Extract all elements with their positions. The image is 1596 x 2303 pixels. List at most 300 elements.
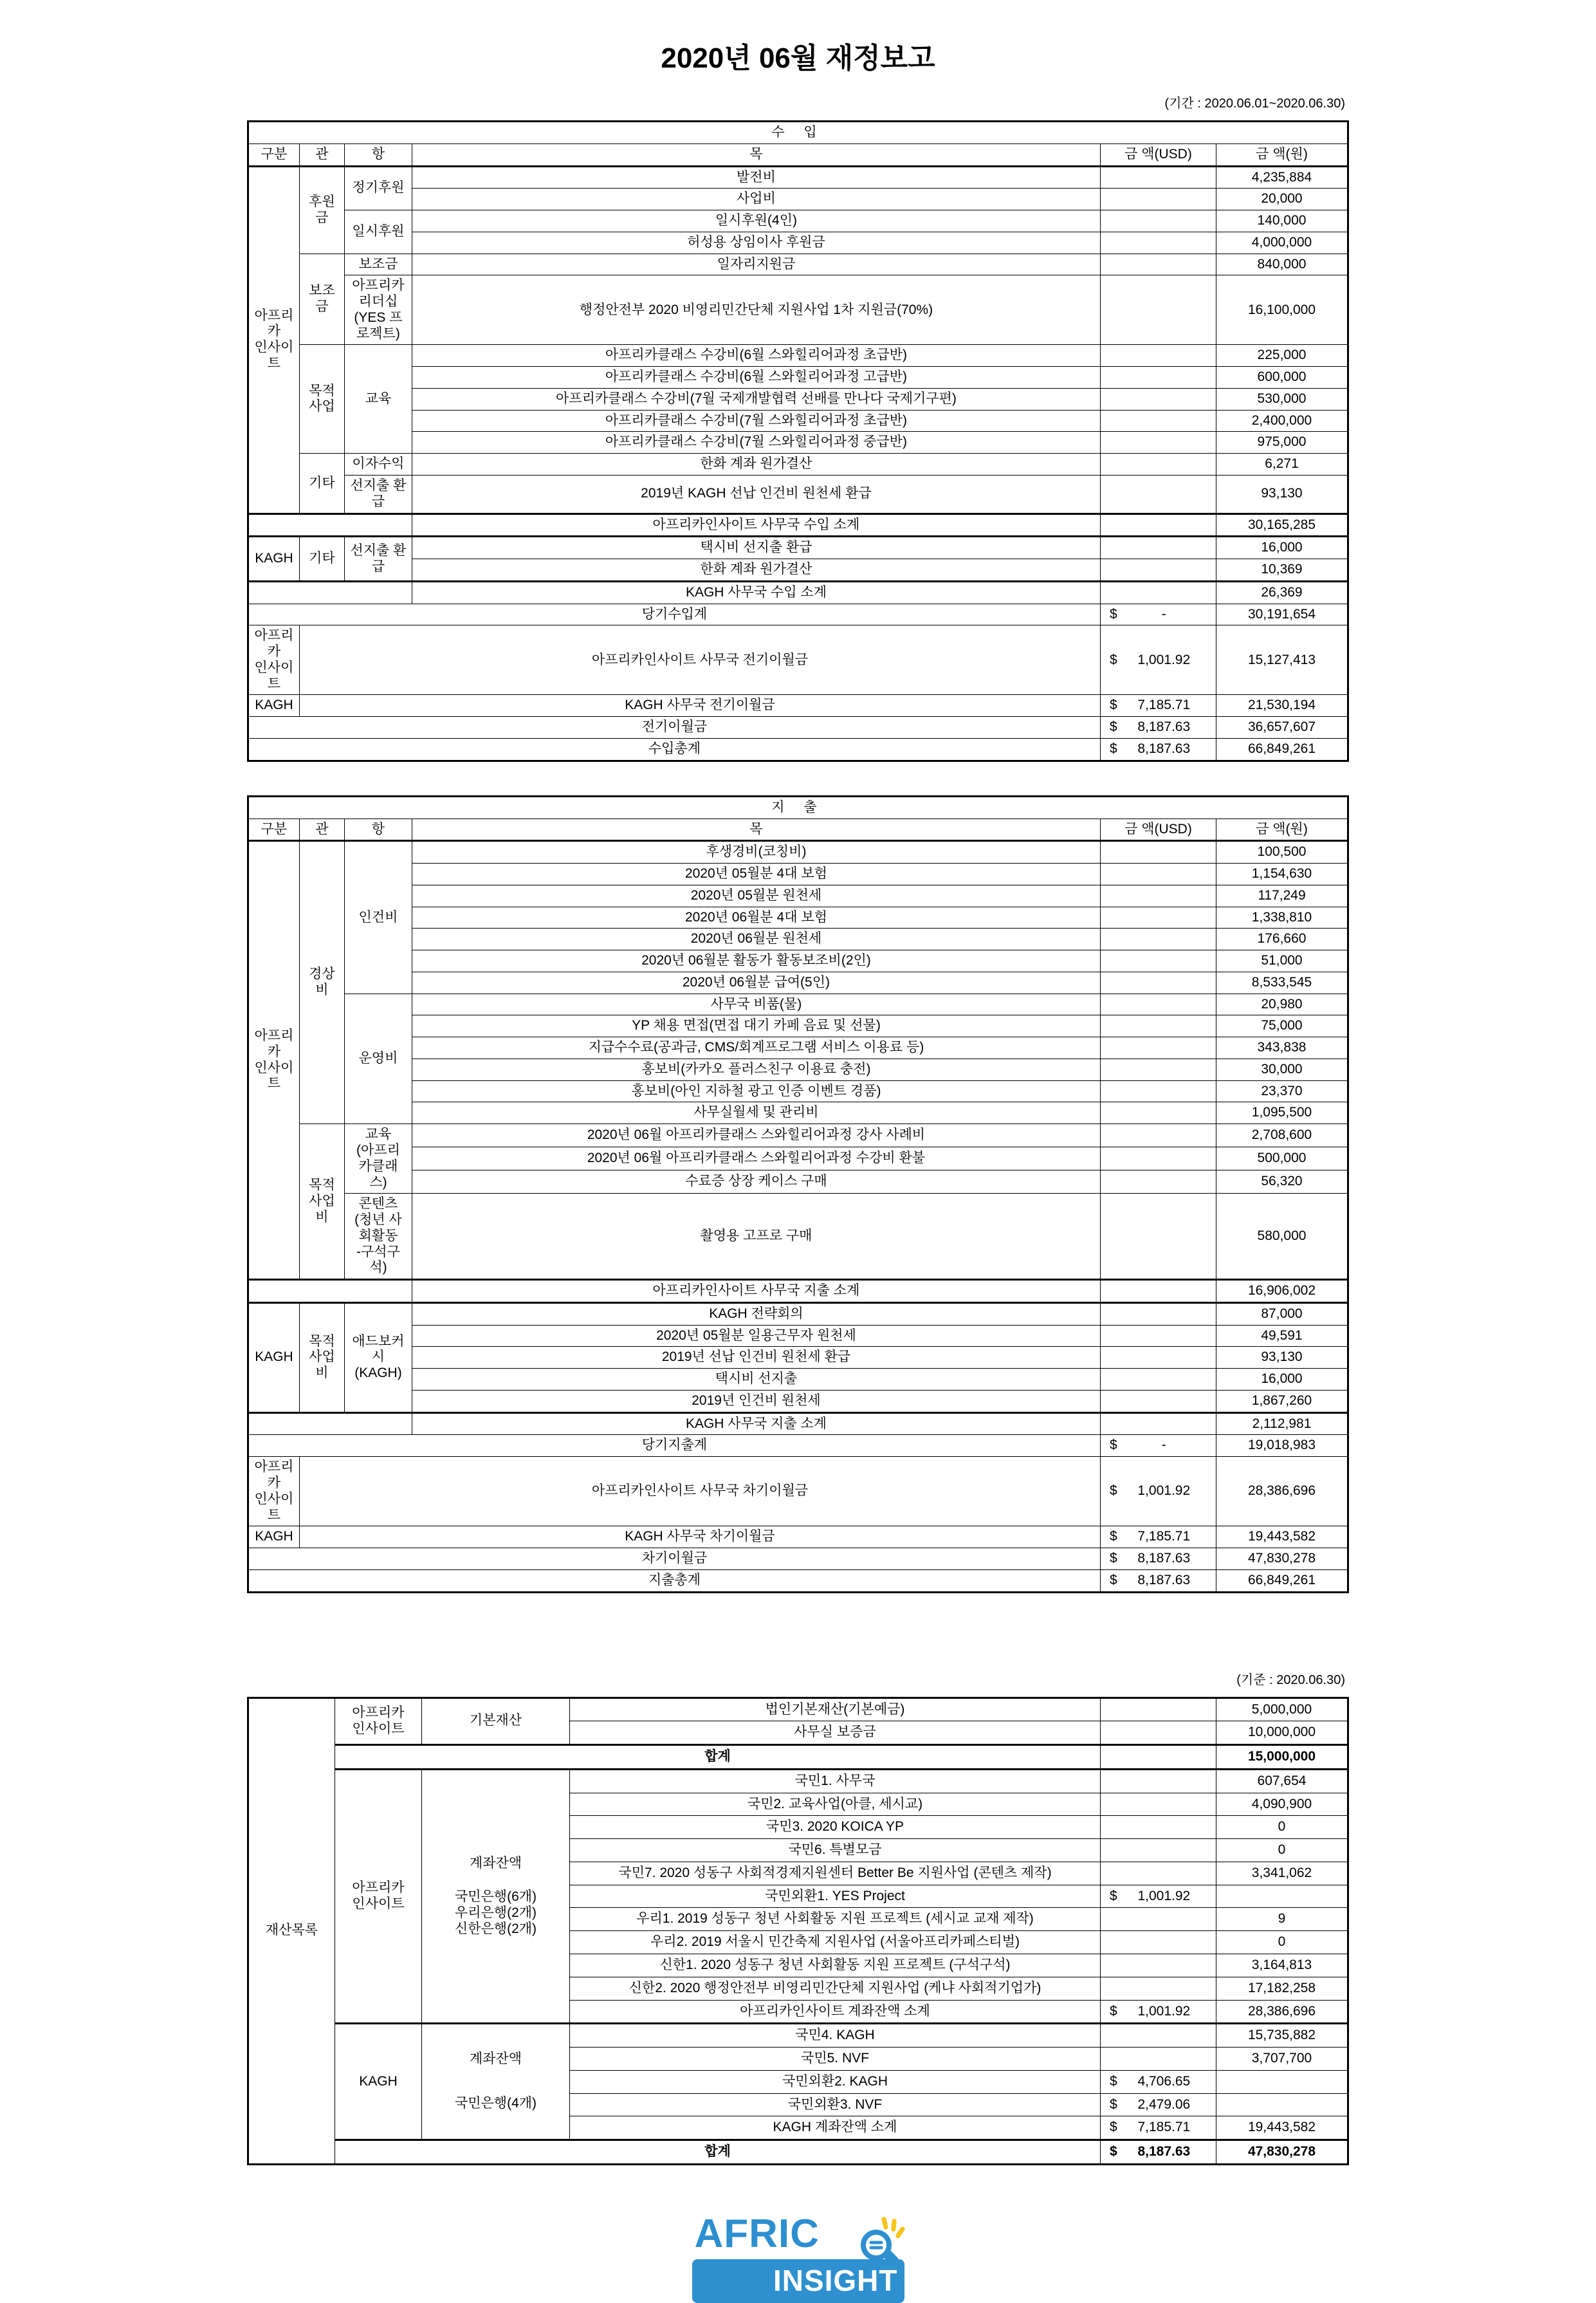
cell-krw: 87,000 xyxy=(1216,1302,1348,1325)
table-row xyxy=(248,275,1348,345)
asset-subtotal-label: 아프리카인사이트 계좌잔액 소계 xyxy=(570,2000,1101,2024)
asset-item: 법인기본재산(기본예금) xyxy=(570,1697,1101,1721)
current-total-krw: 30,191,654 xyxy=(1216,604,1348,625)
usd-amount-cell xyxy=(1100,950,1216,972)
carryover-krw: 19,443,582 xyxy=(1216,1526,1348,1548)
lightbulb-magnifier-icon xyxy=(849,2215,908,2270)
cell-mok: 2020년 06월 아프리카클래스 스와힐리어과정 수강비 환불 xyxy=(412,1147,1100,1170)
asset-basic-total-label: 합계 xyxy=(335,1745,1101,1770)
usd-amount-cell xyxy=(1100,972,1216,994)
asset-item: 신한2. 2020 행정안전부 비영리민간단체 지원사업 (케냐 사회적기업가) xyxy=(570,1977,1101,2000)
usd-amount-cell xyxy=(1101,2048,1216,2071)
cell-mok: 일시후원(4인) xyxy=(412,210,1100,232)
cell-krw: 23,370 xyxy=(1216,1080,1348,1102)
cell-hang: 교육 (아프리카클래스) xyxy=(344,1124,412,1194)
table-row xyxy=(248,1170,1348,1194)
table-row xyxy=(248,232,1348,254)
cell-krw: 1,338,810 xyxy=(1216,907,1348,929)
cell-krw: 4,235,884 xyxy=(1216,166,1348,189)
current-total-label: 당기수입계 xyxy=(248,604,1100,625)
asset-category-label: 계좌잔액 국민은행(6개) 우리은행(2개) 신한은행(2개) xyxy=(422,1769,570,2023)
cell-krw: 16,000 xyxy=(1216,537,1348,559)
usd-amount-cell xyxy=(1100,367,1216,389)
cell-mok: 사업비 xyxy=(412,189,1100,210)
asset-krw: 0 xyxy=(1216,1931,1348,1954)
cell-hang: 교육 xyxy=(344,345,412,454)
asset-krw: 3,341,062 xyxy=(1216,1862,1348,1885)
cell-mok: YP 채용 면접(면접 대기 카페 음료 및 선물) xyxy=(412,1015,1100,1037)
usd-amount-cell xyxy=(1100,166,1216,189)
table-row xyxy=(248,345,1348,367)
cell-krw: 4,000,000 xyxy=(1216,232,1348,254)
table-row xyxy=(248,1347,1348,1369)
cell-gwan: 후원금 xyxy=(299,166,344,254)
asset-krw: 0 xyxy=(1216,1816,1348,1839)
usd-amount-cell xyxy=(1100,210,1216,232)
usd-amount-cell xyxy=(1100,929,1216,950)
cell-hang: 아프리카 리더십 (YES 프로젝트) xyxy=(344,275,412,345)
carryover-row xyxy=(248,695,1348,717)
asset-item: 우리1. 2019 성동구 청년 사회활동 지원 프로젝트 (세시교 교재 제작) xyxy=(570,1908,1101,1931)
asset-item: 국민1. 사무국 xyxy=(570,1769,1101,1793)
usd-amount-cell xyxy=(1101,1977,1216,2000)
usd-amount-cell xyxy=(1100,1170,1216,1194)
carryover-row xyxy=(248,625,1348,695)
table-row xyxy=(248,907,1348,929)
table-row xyxy=(248,1015,1348,1037)
usd-amount-cell: $ - xyxy=(1100,1435,1216,1457)
table-row xyxy=(248,885,1348,907)
section-band xyxy=(248,796,1348,819)
asset-krw: 0 xyxy=(1216,1839,1348,1862)
cell-hang: 이자수익 xyxy=(344,454,412,476)
asset-grand-total-row xyxy=(248,2140,1348,2165)
cell-mok: 수료증 상장 케이스 구매 xyxy=(412,1170,1100,1194)
asset-section-label: 재산목록 xyxy=(248,1697,335,2164)
subtotal-spacer xyxy=(248,1280,412,1303)
carryover-total-label: 전기이월금 xyxy=(248,717,1100,739)
usd-amount-cell xyxy=(1100,1194,1216,1280)
table-row xyxy=(248,1194,1348,1280)
cell-gwan: 목적사업비 xyxy=(299,1302,344,1412)
usd-amount-cell xyxy=(1101,1862,1216,1885)
asset-subtotal-label: KAGH 계좌잔액 소계 xyxy=(570,2116,1101,2140)
cell-krw: 2,708,600 xyxy=(1216,1124,1348,1147)
usd-amount-cell xyxy=(1100,1347,1216,1369)
cell-krw: 1,154,630 xyxy=(1216,864,1348,885)
col-header-mok: 목 xyxy=(412,143,1100,166)
usd-amount-cell: $ 8,187.63 xyxy=(1100,738,1216,761)
cell-krw: 840,000 xyxy=(1216,254,1348,275)
usd-amount-cell xyxy=(1100,345,1216,367)
cell-mok: 아프리카클래스 수강비(7월 국제개발협력 선배를 만나다 국제기구편) xyxy=(412,388,1100,410)
carryover-krw: 21,530,194 xyxy=(1216,695,1348,717)
carryover-krw: 28,386,696 xyxy=(1216,1457,1348,1526)
usd-amount-cell xyxy=(1100,1059,1216,1080)
col-header-usd: 금 액(USD) xyxy=(1100,819,1216,841)
cell-mok: 아프리카클래스 수강비(7월 스와힐리어과정 중급반) xyxy=(412,432,1100,454)
cell-gubun: 아프리카 인사이트 xyxy=(248,841,299,1280)
cell-krw: 20,000 xyxy=(1216,189,1348,210)
usd-amount-cell xyxy=(1100,275,1216,345)
cell-hang: 운영비 xyxy=(344,994,412,1124)
usd-amount-cell xyxy=(1100,1390,1216,1412)
asset-table xyxy=(247,1697,1349,2165)
asof-note: (기준 : 2020.06.30) xyxy=(1236,1672,1345,1687)
usd-amount-cell xyxy=(1100,388,1216,410)
usd-amount-cell: $ 8,187.63 xyxy=(1101,2140,1216,2165)
cell-mok: 발전비 xyxy=(412,166,1100,189)
usd-amount-cell xyxy=(1100,476,1216,514)
cell-gwan: 경상비 xyxy=(299,841,344,1124)
grand-total-label: 수입총계 xyxy=(248,738,1100,761)
usd-amount-cell xyxy=(1101,1793,1216,1816)
asset-item: 국민외환2. KAGH xyxy=(570,2070,1101,2093)
carryover-row xyxy=(248,1526,1348,1548)
usd-amount-cell xyxy=(1100,1124,1216,1147)
asset-item: 국민외환1. YES Project xyxy=(570,1885,1101,1908)
current-total-row xyxy=(248,1435,1348,1457)
usd-amount-cell xyxy=(1100,907,1216,929)
cell-gubun: 아프리카 인사이트 xyxy=(248,625,299,695)
asset-krw: 10,000,000 xyxy=(1216,1721,1348,1745)
cell-mok: 아프리카클래스 수강비(7월 스와힐리어과정 초급반) xyxy=(412,410,1100,432)
carryover-total-row xyxy=(248,717,1348,739)
cell-krw: 51,000 xyxy=(1216,950,1348,972)
cell-hang: 선지출 환급 xyxy=(344,476,412,514)
table-row xyxy=(248,950,1348,972)
usd-amount-cell xyxy=(1100,432,1216,454)
asset-item: 국민5. NVF xyxy=(570,2048,1101,2071)
cell-mok: 후생경비(코칭비) xyxy=(412,841,1100,864)
table-row xyxy=(248,1102,1348,1124)
asset-item: 국민3. 2020 KOICA YP xyxy=(570,1816,1101,1839)
cell-mok: 행정안전부 2020 비영리민간단체 지원사업 1차 지원금(70%) xyxy=(412,275,1100,345)
expense-table xyxy=(247,795,1349,1593)
table-row xyxy=(248,476,1348,514)
table-row xyxy=(248,432,1348,454)
asset-krw: 15,735,882 xyxy=(1216,2024,1348,2048)
cell-hang: 일시후원 xyxy=(344,210,412,254)
usd-amount-cell xyxy=(1100,1302,1216,1325)
cell-krw: 75,000 xyxy=(1216,1015,1348,1037)
asset-item: 국민외환3. NVF xyxy=(570,2093,1101,2116)
cell-mok: 촬영용 고프로 구매 xyxy=(412,1194,1100,1280)
subtotal-row xyxy=(248,581,1348,604)
usd-amount-cell xyxy=(1101,1816,1216,1839)
cell-krw: 2,400,000 xyxy=(1216,410,1348,432)
cell-mok: 2020년 06월분 원천세 xyxy=(412,929,1100,950)
cell-krw: 30,000 xyxy=(1216,1059,1348,1080)
usd-amount-cell xyxy=(1101,1908,1216,1931)
cell-mok: 아프리카클래스 수강비(6월 스와힐리어과정 고급반) xyxy=(412,367,1100,389)
cell-gwan: 목적사업비 xyxy=(299,1124,344,1280)
cell-krw: 140,000 xyxy=(1216,210,1348,232)
table-row xyxy=(248,1124,1348,1147)
usd-amount-cell: $ 1,001.92 xyxy=(1100,625,1216,695)
cell-gwan: 보조금 xyxy=(299,254,344,345)
cell-gwan: 목적사업 xyxy=(299,345,344,454)
carryover-label: 아프리카인사이트 사무국 전기이월금 xyxy=(299,625,1100,695)
usd-amount-cell xyxy=(1100,841,1216,864)
usd-amount-cell xyxy=(1100,1369,1216,1391)
cell-gubun: KAGH xyxy=(248,537,299,582)
cell-mok: 사무실월세 및 관리비 xyxy=(412,1102,1100,1124)
cell-mok: 아프리카클래스 수강비(6월 스와힐리어과정 초급반) xyxy=(412,345,1100,367)
subtotal-krw: 30,165,285 xyxy=(1216,513,1348,537)
cell-mok: 2020년 06월 아프리카클래스 스와힐리어과정 강사 사례비 xyxy=(412,1124,1100,1147)
asset-item: 국민4. KAGH xyxy=(570,2024,1101,2048)
cell-krw: 1,867,260 xyxy=(1216,1390,1348,1412)
cell-krw: 8,533,545 xyxy=(1216,972,1348,994)
grand-total-row xyxy=(248,1569,1348,1592)
cell-krw: 49,591 xyxy=(1216,1325,1348,1347)
usd-amount-cell: $ 4,706.65 xyxy=(1101,2070,1216,2093)
asset-krw: 607,654 xyxy=(1216,1769,1348,1793)
subtotal-label: 아프리카인사이트 사무국 지출 소계 xyxy=(412,1280,1100,1303)
subtotal-usd xyxy=(1100,513,1216,537)
asset-org-label: KAGH xyxy=(335,2024,422,2140)
carryover-total-krw: 47,830,278 xyxy=(1216,1548,1348,1570)
usd-amount-cell: $ 7,185.71 xyxy=(1100,1526,1216,1548)
section-band-label: 수 입 xyxy=(248,122,1348,144)
cell-gubun: 아프리카 인사이트 xyxy=(248,166,299,513)
cell-krw: 6,271 xyxy=(1216,454,1348,476)
table-row xyxy=(248,841,1348,864)
table-row xyxy=(248,1697,1348,1721)
usd-amount-cell: $ 1,001.92 xyxy=(1101,1885,1216,1908)
usd-amount-cell xyxy=(1101,1954,1216,1977)
cell-hang: 정기후원 xyxy=(344,166,412,210)
table-row xyxy=(248,864,1348,885)
table-row xyxy=(248,410,1348,432)
subtotal-spacer xyxy=(248,581,412,604)
carryover-label: KAGH 사무국 전기이월금 xyxy=(299,695,1100,717)
subtotal-spacer xyxy=(248,513,412,537)
subtotal-label: 아프리카인사이트 사무국 수입 소계 xyxy=(412,513,1100,537)
current-total-row xyxy=(248,604,1348,625)
subtotal-krw: 26,369 xyxy=(1216,581,1348,604)
carryover-label: 아프리카인사이트 사무국 차기이월금 xyxy=(299,1457,1100,1526)
cell-hang: 콘텐츠 (청년 사회활동 -구석구석) xyxy=(344,1194,412,1280)
asset-krw: 3,164,813 xyxy=(1216,1954,1348,1977)
usd-amount-cell xyxy=(1101,2024,1216,2048)
cell-krw: 100,500 xyxy=(1216,841,1348,864)
grand-total-krw: 66,849,261 xyxy=(1216,1569,1348,1592)
usd-amount-cell xyxy=(1100,1037,1216,1059)
usd-amount-cell xyxy=(1100,232,1216,254)
col-header-mok: 목 xyxy=(412,819,1100,841)
cell-hang: 애드보커시 (KAGH) xyxy=(344,1302,412,1412)
subtotal-krw: 2,112,981 xyxy=(1216,1412,1348,1435)
col-header-gubun: 구분 xyxy=(248,143,299,166)
asset-item: 우리2. 2019 서울시 민간축제 지원사업 (서울아프리카페스티벌) xyxy=(570,1931,1101,1954)
asset-subtotal-krw: 28,386,696 xyxy=(1216,2000,1348,2024)
cell-krw: 975,000 xyxy=(1216,432,1348,454)
usd-amount-cell: $ - xyxy=(1100,604,1216,625)
usd-amount-cell xyxy=(1100,864,1216,885)
subtotal-row xyxy=(248,1412,1348,1435)
table-header-row xyxy=(248,143,1348,166)
cell-krw: 176,660 xyxy=(1216,929,1348,950)
cell-krw: 93,130 xyxy=(1216,476,1348,514)
table-row xyxy=(248,1080,1348,1102)
table-row xyxy=(248,559,1348,582)
usd-amount-cell xyxy=(1100,1015,1216,1037)
cell-mok: 택시비 선지출 xyxy=(412,1369,1100,1391)
asset-basic-total-row xyxy=(248,1745,1348,1770)
subtotal-row xyxy=(248,513,1348,537)
subtotal-label: KAGH 사무국 수입 소계 xyxy=(412,581,1100,604)
logo-wordmark-top: AFRIC xyxy=(694,2211,820,2256)
cell-mok: KAGH 전략회의 xyxy=(412,1302,1100,1325)
asset-item: 신한1. 2020 성동구 청년 사회활동 지원 프로젝트 (구석구석) xyxy=(570,1954,1101,1977)
cell-mok: 지급수수료(공과금, CMS/회계프로그램 서비스 이용료 등) xyxy=(412,1037,1100,1059)
asset-org-label: 아프리카 인사이트 xyxy=(335,1769,422,2023)
cell-krw: 93,130 xyxy=(1216,1347,1348,1369)
usd-amount-cell xyxy=(1101,1697,1216,1721)
cell-mok: 허성용 상임이사 후원금 xyxy=(412,232,1100,254)
cell-mok: 한화 계좌 원가결산 xyxy=(412,454,1100,476)
table-row xyxy=(248,1037,1348,1059)
carryover-total-krw: 36,657,607 xyxy=(1216,717,1348,739)
cell-mok: 택시비 선지출 환급 xyxy=(412,537,1100,559)
subtotal-usd xyxy=(1100,581,1216,604)
table-header-row xyxy=(248,819,1348,841)
period-note: (기간 : 2020.06.01~2020.06.30) xyxy=(1164,97,1345,111)
table-row xyxy=(248,2024,1348,2048)
cell-hang: 인건비 xyxy=(344,841,412,994)
cell-mok: 2020년 06월분 활동가 활동보조비(2인) xyxy=(412,950,1100,972)
cell-krw: 530,000 xyxy=(1216,388,1348,410)
section-band-label: 지 출 xyxy=(248,796,1348,819)
table-row xyxy=(248,972,1348,994)
col-header-krw: 금 액(원) xyxy=(1216,819,1348,841)
cell-krw: 16,100,000 xyxy=(1216,275,1348,345)
usd-amount-cell: $ 8,187.63 xyxy=(1100,1569,1216,1592)
table-row xyxy=(248,537,1348,559)
cell-krw: 117,249 xyxy=(1216,885,1348,907)
cell-mok: 사무국 비품(물) xyxy=(412,994,1100,1015)
cell-hang: 보조금 xyxy=(344,254,412,275)
subtotal-label: KAGH 사무국 지출 소계 xyxy=(412,1412,1100,1435)
cell-gubun: KAGH xyxy=(248,1302,299,1412)
cell-mok: 홍보비(카카오 플러스친구 이용료 충전) xyxy=(412,1059,1100,1080)
carryover-total-row xyxy=(248,1548,1348,1570)
cell-krw: 10,369 xyxy=(1216,559,1348,582)
asset-org-label: 아프리카 인사이트 xyxy=(335,1697,422,1745)
table-row xyxy=(248,254,1348,275)
asset-item: 국민6. 특별모금 xyxy=(570,1839,1101,1862)
cell-mok: 2019년 KAGH 선납 인건비 원천세 환급 xyxy=(412,476,1100,514)
grand-total-krw: 66,849,261 xyxy=(1216,738,1348,761)
usd-amount-cell: $ 1,001.92 xyxy=(1100,1457,1216,1526)
carryover-label: KAGH 사무국 차기이월금 xyxy=(299,1526,1100,1548)
cell-mok: 2020년 05월분 일용근무자 원천세 xyxy=(412,1325,1100,1347)
usd-amount-cell: $ 7,185.71 xyxy=(1101,2116,1216,2140)
asset-krw: 9 xyxy=(1216,1908,1348,1931)
asset-basic-total-usd xyxy=(1101,1745,1216,1770)
grand-total-label: 지출총계 xyxy=(248,1569,1100,1592)
usd-amount-cell xyxy=(1100,885,1216,907)
usd-amount-cell: $ 8,187.63 xyxy=(1100,1548,1216,1570)
cell-krw: 1,095,500 xyxy=(1216,1102,1348,1124)
asset-krw xyxy=(1216,1885,1348,1908)
cell-krw: 20,980 xyxy=(1216,994,1348,1015)
footer-logo xyxy=(0,2211,1596,2303)
col-header-gwan: 관 xyxy=(299,819,344,841)
table-row xyxy=(248,1325,1348,1347)
usd-amount-cell: $ 7,185.71 xyxy=(1100,695,1216,717)
subtotal-krw: 16,906,002 xyxy=(1216,1280,1348,1303)
table-row xyxy=(248,189,1348,210)
subtotal-usd xyxy=(1100,1412,1216,1435)
cell-krw: 343,838 xyxy=(1216,1037,1348,1059)
asset-grand-total-label: 합계 xyxy=(335,2140,1101,2165)
cell-mok: 한화 계좌 원가결산 xyxy=(412,559,1100,582)
asset-krw: 5,000,000 xyxy=(1216,1697,1348,1721)
current-total-krw: 19,018,983 xyxy=(1216,1435,1348,1457)
cell-mok: 홍보비(아인 지하철 광고 인증 이벤트 경품) xyxy=(412,1080,1100,1102)
table-row xyxy=(248,454,1348,476)
asset-krw xyxy=(1216,2093,1348,2116)
page-title: 2020년 06월 재정보고 xyxy=(661,42,935,74)
table-row xyxy=(248,1147,1348,1170)
cell-mok: 2020년 06월분 4대 보험 xyxy=(412,907,1100,929)
table-row xyxy=(248,994,1348,1015)
table-row xyxy=(248,1390,1348,1412)
col-header-gubun: 구분 xyxy=(248,819,299,841)
table-row xyxy=(248,1302,1348,1325)
grand-total-row xyxy=(248,738,1348,761)
table-row xyxy=(248,929,1348,950)
cell-gubun: 아프리카 인사이트 xyxy=(248,1457,299,1526)
section-band xyxy=(248,122,1348,144)
col-header-hang: 항 xyxy=(344,819,412,841)
cell-gubun: KAGH xyxy=(248,695,299,717)
cell-mok: 일자리지원금 xyxy=(412,254,1100,275)
usd-amount-cell xyxy=(1101,1931,1216,1954)
usd-amount-cell xyxy=(1100,537,1216,559)
cell-krw: 600,000 xyxy=(1216,367,1348,389)
asset-item: 사무실 보증금 xyxy=(570,1721,1101,1745)
usd-amount-cell xyxy=(1100,1102,1216,1124)
cell-mok: 2020년 05월분 4대 보험 xyxy=(412,864,1100,885)
cell-mok: 2019년 인건비 원천세 xyxy=(412,1390,1100,1412)
col-header-gwan: 관 xyxy=(299,143,344,166)
subtotal-row xyxy=(248,1280,1348,1303)
asset-krw xyxy=(1216,2070,1348,2093)
usd-amount-cell xyxy=(1100,454,1216,476)
asset-krw: 4,090,900 xyxy=(1216,1793,1348,1816)
usd-amount-cell xyxy=(1100,189,1216,210)
asset-krw: 3,707,700 xyxy=(1216,2048,1348,2071)
cell-krw: 16,000 xyxy=(1216,1369,1348,1391)
asset-category-label: 계좌잔액 국민은행(4개) xyxy=(422,2024,570,2140)
cell-mok: 2020년 06월분 급여(5인) xyxy=(412,972,1100,994)
usd-amount-cell xyxy=(1100,994,1216,1015)
income-table xyxy=(247,120,1349,762)
carryover-total-label: 차기이월금 xyxy=(248,1548,1100,1570)
cell-mok: 2020년 05월분 원천세 xyxy=(412,885,1100,907)
usd-amount-cell: $ 8,187.63 xyxy=(1100,717,1216,739)
asset-category-label: 기본재산 xyxy=(422,1697,570,1745)
cell-mok: 2019년 선납 인건비 원천세 환급 xyxy=(412,1347,1100,1369)
table-row xyxy=(248,210,1348,232)
usd-amount-cell: $ 1,001.92 xyxy=(1101,2000,1216,2024)
current-total-label: 당기지출계 xyxy=(248,1435,1100,1457)
usd-amount-cell xyxy=(1100,1325,1216,1347)
